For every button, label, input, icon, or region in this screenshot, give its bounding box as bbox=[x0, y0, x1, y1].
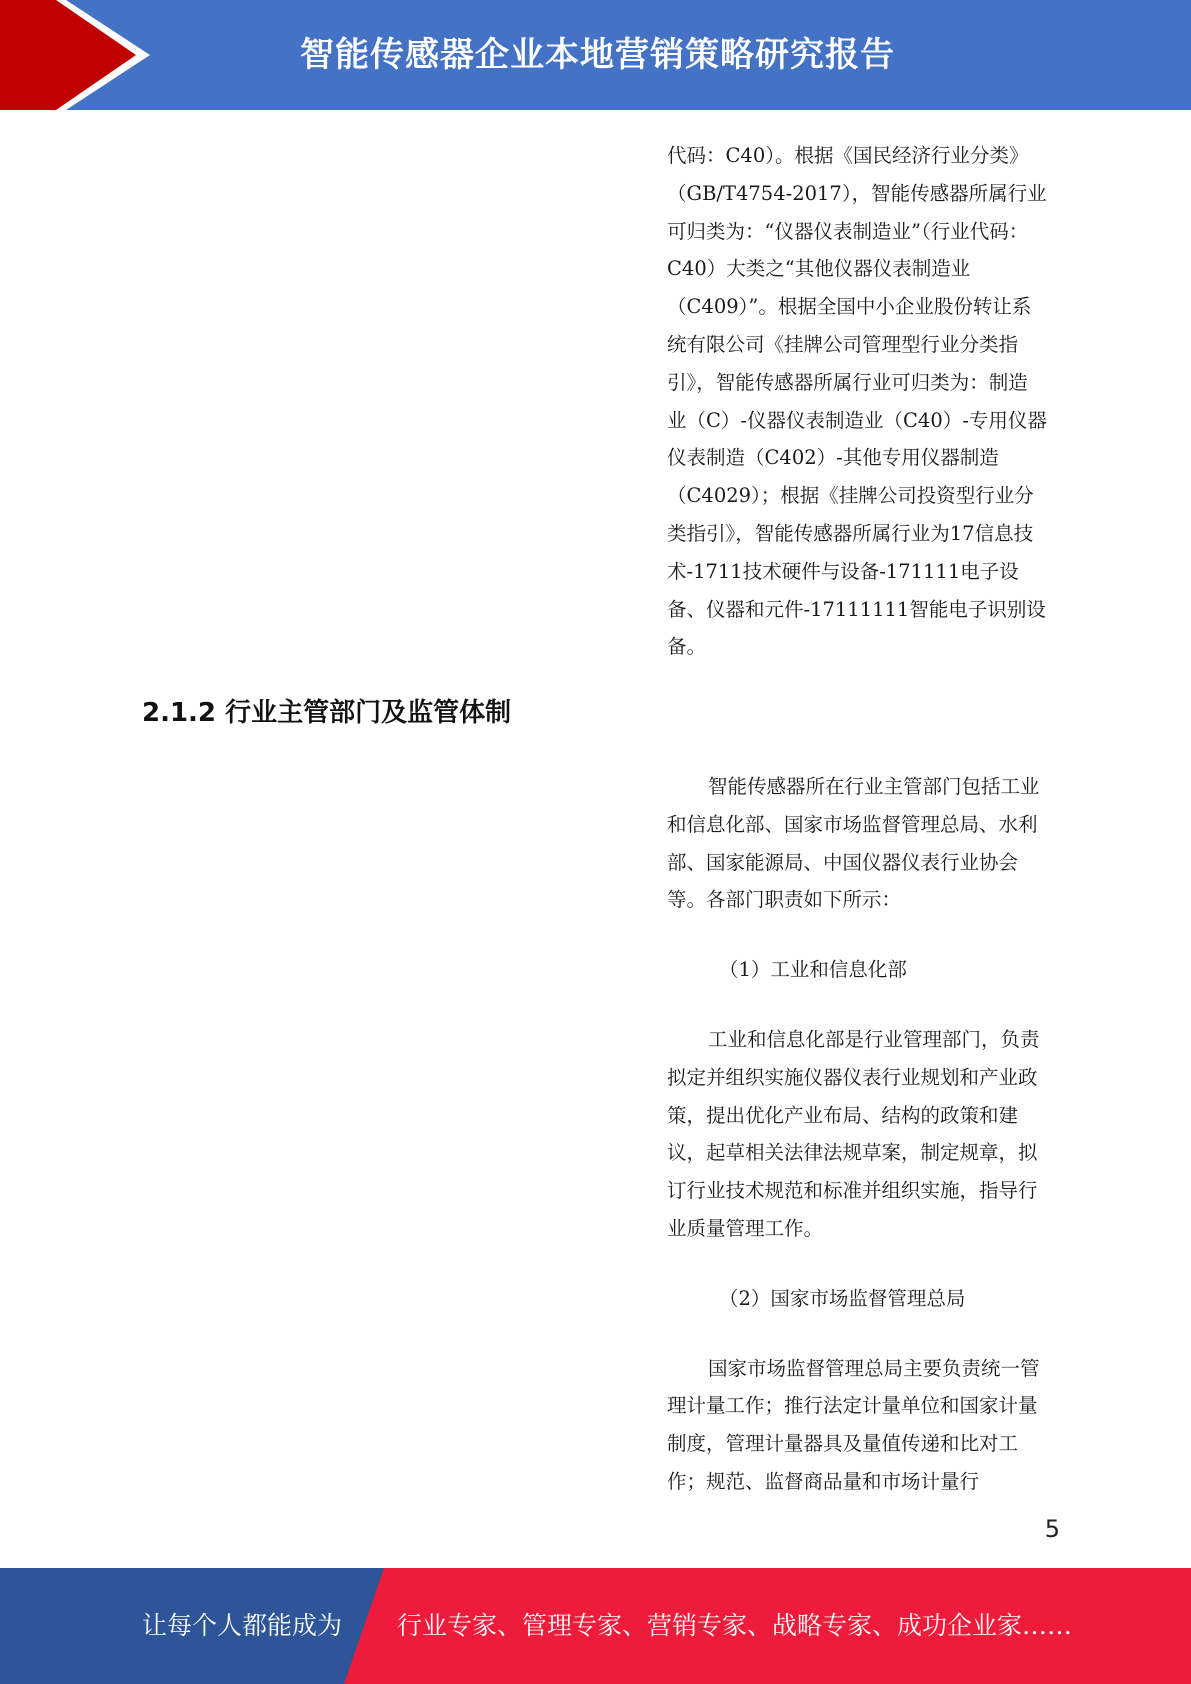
paragraph-departments: 智能传感器所在行业主管部门包括工业和信息化部、国家市场监督管理总局、水利部、国家能源局、中国仪器仪表行业协会等。各部门职责如下所示： bbox=[667, 775, 1040, 912]
footer-slogan-left: 让每个人都能成为 bbox=[142, 1611, 343, 1640]
header-chevron-graphic bbox=[0, 0, 160, 110]
body-column-top bbox=[667, 137, 1047, 666]
item-2-title: （2）国家市场监督管理总局 bbox=[719, 1286, 966, 1310]
paragraph-industry-classification: 代码：C40）。根据《国民经济行业分类》（GB/T4754-2017），智能传感器所属行业可归类为：“仪器仪表制造业”（行业代码：C40）大类之“其他仪器仪表制造业（C409）”。根据全国中小企业股份转让系统有限公司《挂牌公司管理型行业分类指引》，智能传感器所属行业可归类为：制造业（C）-仪器仪表制造业（C40）-专用仪器仪表制造（C402）-其他专用仪器制造（C4029）；根据《挂牌公司投资型行业分类指引》，智能传感器所属行业为17信息技术-1711技术硬件与设备-171111电子设备、仪器和元件-17111111智能电子识别设备。 bbox=[667, 144, 1047, 659]
report-title: 智能传感器企业本地营销策略研究报告 bbox=[300, 35, 895, 75]
section-heading: 2.1.2 行业主管部门及监管体制 bbox=[142, 698, 512, 728]
footer-band bbox=[0, 1568, 1191, 1684]
page-number: 5 bbox=[1044, 1515, 1060, 1543]
item-1-title: （1）工业和信息化部 bbox=[719, 958, 907, 982]
item-2-body: 国家市场监督管理总局主要负责统一管理计量工作；推行法定计量单位和国家计量制度，管理计量器具及量值传递和比对工作；规范、监督商品量和市场计量行 bbox=[667, 1356, 1040, 1493]
header-band bbox=[0, 0, 1191, 110]
body-column-bottom bbox=[667, 768, 1047, 1501]
chevron-red-fill bbox=[0, 0, 136, 110]
footer-slogan-right: 行业专家、管理专家、营销专家、战略专家、成功企业家…… bbox=[397, 1611, 1073, 1640]
item-1-body: 工业和信息化部是行业管理部门，负责拟定并组织实施仪器仪表行业规划和产业政策，提出优化产业布局、结构的政策和建议，起草相关法律法规草案，制定规章，拟订行业技术规范和标准并组织实施，指导行业质量管理工作。 bbox=[667, 1027, 1040, 1240]
